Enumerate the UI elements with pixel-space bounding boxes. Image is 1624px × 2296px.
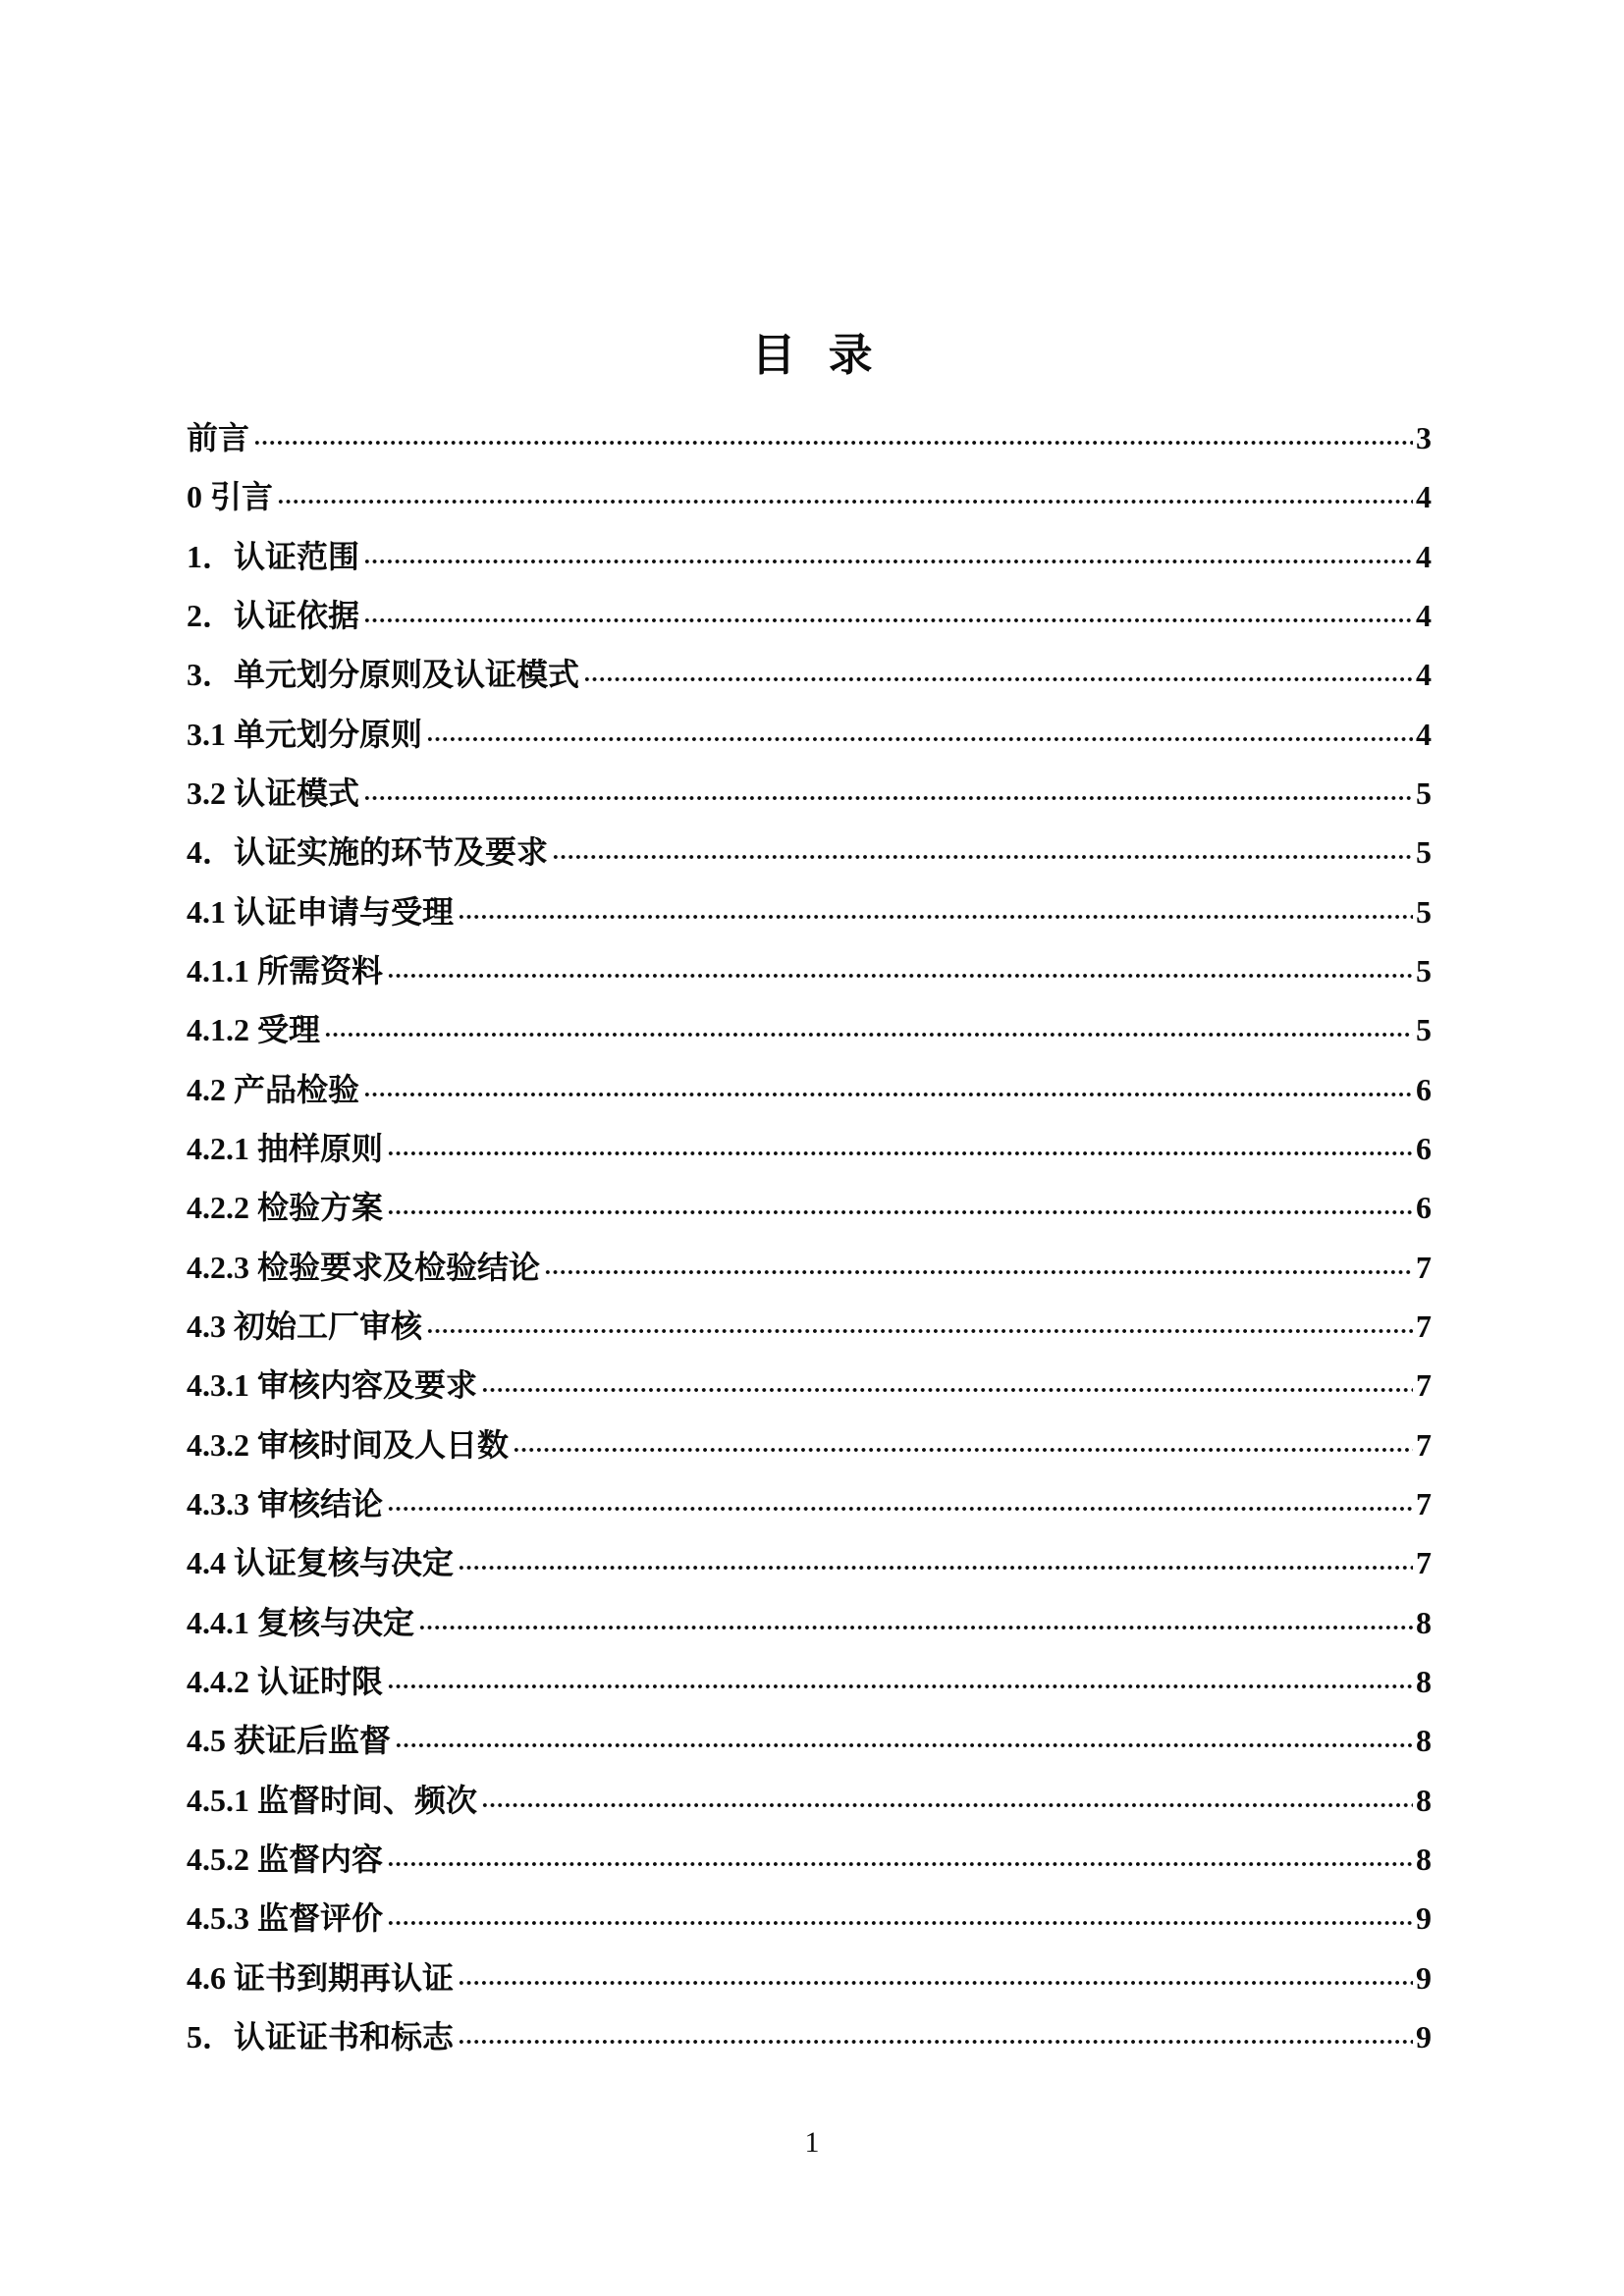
toc-entry[interactable]	[187, 941, 1432, 1000]
toc-entry-page-number: 9	[1416, 2019, 1432, 2056]
toc-entry-label: 4.5.3 监督评价	[187, 1900, 384, 1937]
dot-leader	[387, 1133, 1413, 1164]
dot-leader	[426, 719, 1413, 750]
toc-entry[interactable]	[187, 1652, 1432, 1711]
dot-leader	[458, 1962, 1413, 1994]
toc-entry[interactable]	[187, 586, 1432, 645]
toc-entry-page-number: 5	[1416, 775, 1432, 812]
toc-entry-page-number: 4	[1416, 538, 1432, 574]
dot-leader	[387, 955, 1413, 987]
toc-entry[interactable]	[187, 1238, 1432, 1297]
toc-entry-page-number: 6	[1416, 1131, 1432, 1167]
dot-leader	[552, 836, 1413, 868]
toc-entry[interactable]	[187, 2007, 1432, 2066]
toc-entry-page-number: 5	[1416, 893, 1432, 930]
toc-entry[interactable]	[187, 1711, 1432, 1770]
toc-entry-page-number: 9	[1416, 1959, 1432, 1996]
dot-leader	[481, 1785, 1413, 1816]
toc-entry-page-number: 8	[1416, 1723, 1432, 1759]
toc-entry-page-number: 5	[1416, 953, 1432, 989]
toc-entry-page-number: 6	[1416, 1071, 1432, 1107]
toc-entry-page-number: 6	[1416, 1190, 1432, 1226]
toc-entry[interactable]	[187, 467, 1432, 526]
dot-leader	[458, 1547, 1413, 1578]
dot-leader	[253, 422, 1413, 454]
toc-entry-label: 4.3.1 审核内容及要求	[187, 1367, 478, 1404]
toc-entry-page-number: 4	[1416, 657, 1432, 693]
toc-entry[interactable]	[187, 1297, 1432, 1356]
dot-leader	[426, 1310, 1413, 1342]
toc-entry-label: 3．单元划分原则及认证模式	[187, 657, 580, 693]
dot-leader	[387, 1843, 1413, 1875]
dot-leader	[277, 481, 1413, 512]
dot-leader	[363, 541, 1413, 572]
dot-leader	[395, 1725, 1413, 1756]
page-title: 目 录	[751, 331, 873, 380]
toc-entry[interactable]	[187, 1060, 1432, 1119]
dot-leader	[387, 1192, 1413, 1223]
dot-leader	[387, 1488, 1413, 1520]
dot-leader	[363, 600, 1413, 631]
toc-entry-page-number: 8	[1416, 1782, 1432, 1818]
toc-entry-page-number: 7	[1416, 1367, 1432, 1404]
toc-entry-label: 4.1.1 所需资料	[187, 953, 384, 989]
toc-entry[interactable]	[187, 527, 1432, 586]
toc-entry-label: 2．认证依据	[187, 598, 360, 634]
toc-entry[interactable]	[187, 1415, 1432, 1474]
dot-leader	[583, 659, 1413, 690]
toc-entry[interactable]	[187, 1474, 1432, 1533]
toc-entry-page-number: 5	[1416, 1012, 1432, 1048]
toc-entry[interactable]	[187, 1000, 1432, 1059]
toc-entry-label: 4.1.2 受理	[187, 1012, 321, 1048]
dot-leader	[481, 1369, 1413, 1401]
toc-entry-label: 0 引言	[187, 479, 274, 515]
toc-entry[interactable]	[187, 1119, 1432, 1178]
toc-entry[interactable]	[187, 882, 1432, 941]
toc-entry-label: 4.2.2 检验方案	[187, 1190, 384, 1226]
dot-leader	[324, 1014, 1413, 1045]
dot-leader	[387, 1902, 1413, 1934]
toc-entry-page-number: 7	[1416, 1486, 1432, 1522]
toc-entry-page-number: 7	[1416, 1308, 1432, 1345]
toc-entry-label: 4.3.2 审核时间及人日数	[187, 1426, 510, 1463]
toc-entry-page-number: 5	[1416, 834, 1432, 871]
toc-entry-label: 1．认证范围	[187, 538, 360, 574]
toc-entry-label: 前言	[187, 420, 250, 456]
toc-entry-label: 4.4.1 复核与决定	[187, 1604, 415, 1640]
toc-entry-label: 4.4 认证复核与决定	[187, 1545, 455, 1581]
dot-leader	[458, 896, 1413, 928]
toc-entry-page-number: 4	[1416, 479, 1432, 515]
toc-entry-label: 4.3.3 审核结论	[187, 1486, 384, 1522]
toc-entry-label: 3.2 认证模式	[187, 775, 360, 812]
dot-leader	[363, 777, 1413, 809]
toc-entry-page-number: 4	[1416, 716, 1432, 752]
table-of-contents	[187, 408, 1432, 2066]
toc-entry-page-number: 8	[1416, 1664, 1432, 1700]
toc-entry-label: 4.4.2 认证时限	[187, 1664, 384, 1700]
toc-entry-label: 4.2.3 检验要求及检验结论	[187, 1249, 541, 1285]
toc-entry-label: 4.2.1 抽样原则	[187, 1131, 384, 1167]
toc-entry-page-number: 8	[1416, 1842, 1432, 1878]
toc-entry-label: 4.2 产品检验	[187, 1071, 360, 1107]
toc-entry[interactable]	[187, 1178, 1432, 1237]
toc-entry-page-number: 8	[1416, 1604, 1432, 1640]
toc-entry[interactable]	[187, 645, 1432, 704]
toc-entry[interactable]	[187, 1533, 1432, 1592]
toc-entry-label: 4．认证实施的环节及要求	[187, 834, 549, 871]
toc-entry[interactable]	[187, 705, 1432, 764]
toc-entry[interactable]	[187, 1949, 1432, 2007]
toc-entry-page-number: 7	[1416, 1545, 1432, 1581]
toc-entry[interactable]	[187, 1356, 1432, 1415]
toc-entry[interactable]	[187, 1830, 1432, 1889]
dot-leader	[513, 1429, 1413, 1461]
toc-entry-page-number: 4	[1416, 598, 1432, 634]
toc-entry[interactable]	[187, 1593, 1432, 1652]
toc-entry[interactable]	[187, 764, 1432, 823]
toc-entry-page-number: 7	[1416, 1426, 1432, 1463]
toc-entry-label: 4.5 获证后监督	[187, 1723, 392, 1759]
toc-entry-label: 4.6 证书到期再认证	[187, 1959, 455, 1996]
toc-entry-label: 4.3 初始工厂审核	[187, 1308, 423, 1345]
toc-entry[interactable]	[187, 1889, 1432, 1948]
dot-leader	[387, 1666, 1413, 1697]
toc-entry-label: 4.1 认证申请与受理	[187, 893, 455, 930]
toc-entry-label: 3.1 单元划分原则	[187, 716, 423, 752]
dot-leader	[363, 1074, 1413, 1105]
toc-entry[interactable]	[187, 823, 1432, 881]
toc-entry-page-number: 9	[1416, 1900, 1432, 1937]
toc-entry[interactable]	[187, 408, 1432, 467]
dot-leader	[544, 1252, 1413, 1283]
toc-entry-label: 4.5.2 监督内容	[187, 1842, 384, 1878]
toc-entry-label: 4.5.1 监督时间、频次	[187, 1782, 478, 1818]
toc-entry-page-number: 3	[1416, 420, 1432, 456]
footer-page-number: 1	[804, 2126, 820, 2159]
toc-entry-label: 5．认证证书和标志	[187, 2019, 455, 2056]
dot-leader	[458, 2021, 1413, 2053]
toc-entry-page-number: 7	[1416, 1249, 1432, 1285]
dot-leader	[418, 1607, 1413, 1638]
toc-entry[interactable]	[187, 1771, 1432, 1830]
